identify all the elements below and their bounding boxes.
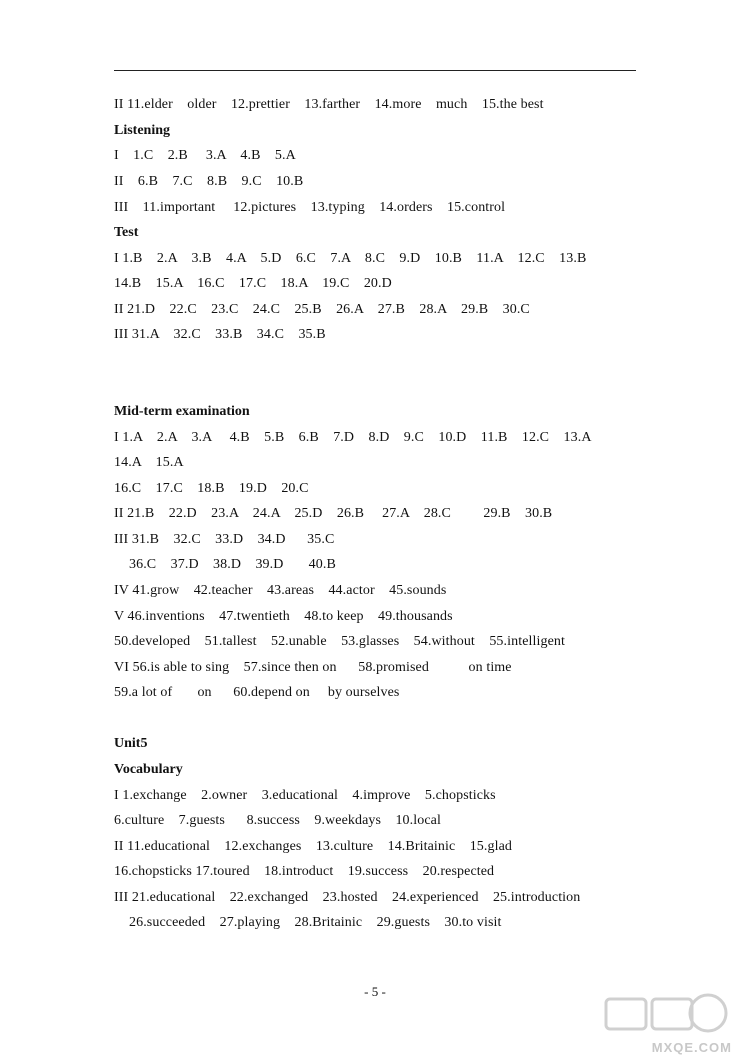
answer-line: V 46.inventions 47.twentieth 48.to keep 49.thousands: [114, 609, 453, 624]
answer-line: I 1.exchange 2.owner 3.educational 4.improve 5.chopsticks: [114, 788, 496, 803]
section-heading-test: Test: [114, 225, 139, 240]
page-number: - 5 -: [364, 984, 386, 999]
answer-line: 14.B 15.A 16.C 17.C 18.A 19.C 20.D: [114, 276, 392, 291]
answer-line: 50.developed 51.tallest 52.unable 53.glasses 54.without 55.intelligent: [114, 634, 565, 649]
section-heading-listening: Listening: [114, 123, 171, 138]
answer-line: 26.succeeded 27.playing 28.Britainic 29.guests 30.to visit: [129, 915, 502, 930]
answer-line: 16.C 17.C 18.B 19.D 20.C: [114, 481, 309, 496]
answer-line: 6.culture 7.guests 8.success 9.weekdays 10.local: [114, 813, 441, 828]
answer-line: III 21.educational 22.exchanged 23.hosted 24.experienced 25.introduction: [114, 890, 581, 905]
header-rule: [114, 70, 636, 71]
answer-line: VI 56.is able to sing 57.since then on 58.promised on time: [114, 660, 512, 675]
answer-line: I 1.C 2.B 3.A 4.B 5.A: [114, 148, 296, 163]
answer-line: II 21.B 22.D 23.A 24.A 25.D 26.B 27.A 28.C 29.B 30.B: [114, 506, 553, 521]
section-heading-unit5: Unit5: [114, 736, 148, 751]
answer-line: II 11.educational 12.exchanges 13.culture 14.Britainic 15.glad: [114, 839, 512, 854]
answer-line: II 21.D 22.C 23.C 24.C 25.B 26.A 27.B 28.A 29.B 30.C: [114, 302, 530, 317]
answer-line: II 6.B 7.C 8.B 9.C 10.B: [114, 174, 304, 189]
answer-line: I 1.A 2.A 3.A 4.B 5.B 6.B 7.D 8.D 9.C 10.D 11.B 12.C 13.A: [114, 430, 592, 445]
answer-line: II 11.elder older 12.prettier 13.farther 14.more much 15.the best: [114, 97, 544, 112]
answer-line: 36.C 37.D 38.D 39.D 40.B: [129, 557, 336, 572]
answer-line: 14.A 15.A: [114, 455, 184, 470]
answer-line: III 11.important 12.pictures 13.typing 14.orders 15.control: [114, 200, 506, 215]
answer-line: III 31.B 32.C 33.D 34.D 35.C: [114, 532, 335, 547]
answer-line: I 1.B 2.A 3.B 4.A 5.D 6.C 7.A 8.C 9.D 10.B 11.A 12.C 13.B: [114, 251, 587, 266]
watermark-text: MXQE.COM: [651, 1040, 732, 1055]
answer-line: 16.chopsticks 17.toured 18.introduct 19.success 20.respected: [114, 864, 495, 879]
answer-line: IV 41.grow 42.teacher 43.areas 44.actor 45.sounds: [114, 583, 447, 598]
section-heading-vocabulary: Vocabulary: [114, 762, 183, 777]
answer-line: III 31.A 32.C 33.B 34.C 35.B: [114, 327, 326, 342]
answer-line: 59.a lot of on 60.depend on by ourselves: [114, 685, 400, 700]
section-heading-midterm: Mid-term examination: [114, 404, 250, 419]
